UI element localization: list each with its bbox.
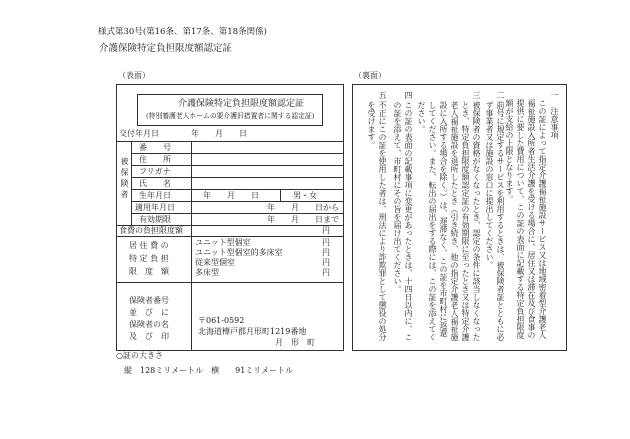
divider xyxy=(117,141,343,142)
apply-date-label: 適用年月日 xyxy=(135,203,175,212)
note-5: 不正にこの証を使用した者は、刑法により詐欺罪として懲役の処分を受けます。 xyxy=(367,101,387,341)
food-cost-yen: 円 xyxy=(322,226,330,235)
room-type-unit-semi-private: ユニット型個室的多床室 xyxy=(195,248,283,257)
insurer-label-line3: 保険者の名 xyxy=(129,320,169,329)
front-label: （表面） xyxy=(118,71,150,80)
valid-until-value: 年 月 日まで xyxy=(267,215,339,224)
divider xyxy=(131,189,343,190)
birthdate-value: 年 月 日 xyxy=(203,191,259,200)
field-address-label: 住 所 xyxy=(139,155,171,164)
valid-until-label: 有効期限 xyxy=(139,215,171,224)
insured-label: 被保険者 xyxy=(120,157,129,201)
room-yen: 円 xyxy=(322,238,330,247)
notes-heading xyxy=(549,91,560,341)
residence-label-line3: 限 度 額 xyxy=(129,267,169,276)
insurer-label-line4: 及 び 印 xyxy=(129,332,169,341)
issue-date-label: 交付年月日 xyxy=(119,129,159,138)
note-num: 一 xyxy=(550,91,559,99)
insurer-postal-code: 〒061-0592 xyxy=(198,316,245,325)
note-num: 四 xyxy=(404,91,413,99)
divider xyxy=(280,189,281,201)
divider xyxy=(131,165,343,166)
form-title: 介護保険特定負担限度額認定証 xyxy=(99,43,233,54)
divider xyxy=(191,225,192,236)
residence-label-line2: 特 定 負 担 xyxy=(129,254,169,263)
note-2: 前号に規定するサービスを利用するときは、被保険者証とともに必ず事業者又は施設の窓口に提出してください。 xyxy=(485,101,505,341)
residence-label-line1: 居 住 費 の xyxy=(129,241,169,250)
room-type-unit-private: ユニット型個室 xyxy=(195,238,251,247)
field-furigana-label: フリガナ xyxy=(139,167,171,176)
insurer-address: 北海道樺戸郡月形町1219番地 xyxy=(198,327,307,336)
note-num: 五 xyxy=(378,91,387,99)
card-back xyxy=(352,84,567,351)
card-size-label: ○証の大きさ xyxy=(116,351,163,360)
divider xyxy=(131,201,343,202)
note-1: この証によって指定介護福祉施設サービス又は地域密着型介護老人福祉施設入所者生活介護を受ける場合に、居住又は滞在及び食事の提供に要した費用について、この証の表面に記載する特定負担限度額が支給の上限となります。 xyxy=(505,99,547,339)
field-name-label: 氏 名 xyxy=(139,179,171,188)
room-yen: 円 xyxy=(322,248,330,257)
gender-value: 男・女 xyxy=(293,191,317,200)
note-num: 二 xyxy=(496,91,505,99)
room-type-conventional-private: 従来型個室 xyxy=(195,258,235,267)
notes-heading-text: 注意事項 xyxy=(550,107,559,139)
room-yen: 円 xyxy=(322,268,330,277)
divider xyxy=(191,282,192,350)
insurer-town: 月 形 町 xyxy=(275,338,315,347)
divider xyxy=(131,213,343,214)
issue-date-value: 年 月 日 xyxy=(191,129,247,138)
form-number: 様式第30号(第16条、第17条、第18条関係) xyxy=(98,27,267,37)
room-type-shared: 多床型 xyxy=(195,268,219,277)
divider xyxy=(131,153,343,154)
note-4: この証の表面の記載事項に変更があったときは、十四日以内に、この証を添えて、市町村にその旨を届け出てください。 xyxy=(393,101,413,341)
apply-date-value: 年 月 日から xyxy=(267,203,339,212)
divider xyxy=(131,141,132,225)
insurer-label-line1: 保険者番号 xyxy=(129,296,169,305)
field-birthdate-label: 生年月日 xyxy=(139,191,171,200)
field-number-label: 番 号 xyxy=(139,143,171,152)
divider xyxy=(117,282,343,283)
card-front xyxy=(116,84,344,351)
note-3: 被保険者の資格がなくなったとき、認定の条件に該当しなくなったとき、特定負担限度額認定証の有効期限に至ったとき又は特定介護老人福祉施設を退所したとき（引き続き、他の指定介護老人福祉施設に入所する場合を除く。）は、遅滞なく、この証を市町村に返還してください。また、転出の届出をする際には、この証を添えてください。 xyxy=(417,101,481,341)
note-num: 三 xyxy=(472,91,481,99)
card-size-value: 縦 128ミリメートル 横 91ミリメートル xyxy=(124,366,294,375)
divider xyxy=(191,236,192,282)
card-title-box xyxy=(137,94,323,126)
card-subtitle: (特別養護老人ホームの要介護旧措置者に関する認定証) xyxy=(146,112,315,120)
divider xyxy=(117,236,343,237)
insurer-label-line2: 並 び に xyxy=(129,308,169,317)
food-cost-label: 食費の負担限度額 xyxy=(119,226,183,235)
divider xyxy=(131,177,343,178)
divider xyxy=(191,141,192,225)
room-yen: 円 xyxy=(322,258,330,267)
card-title: 介護保険特定負担限度額認定証 xyxy=(178,99,305,109)
back-label: （裏面） xyxy=(354,71,386,80)
